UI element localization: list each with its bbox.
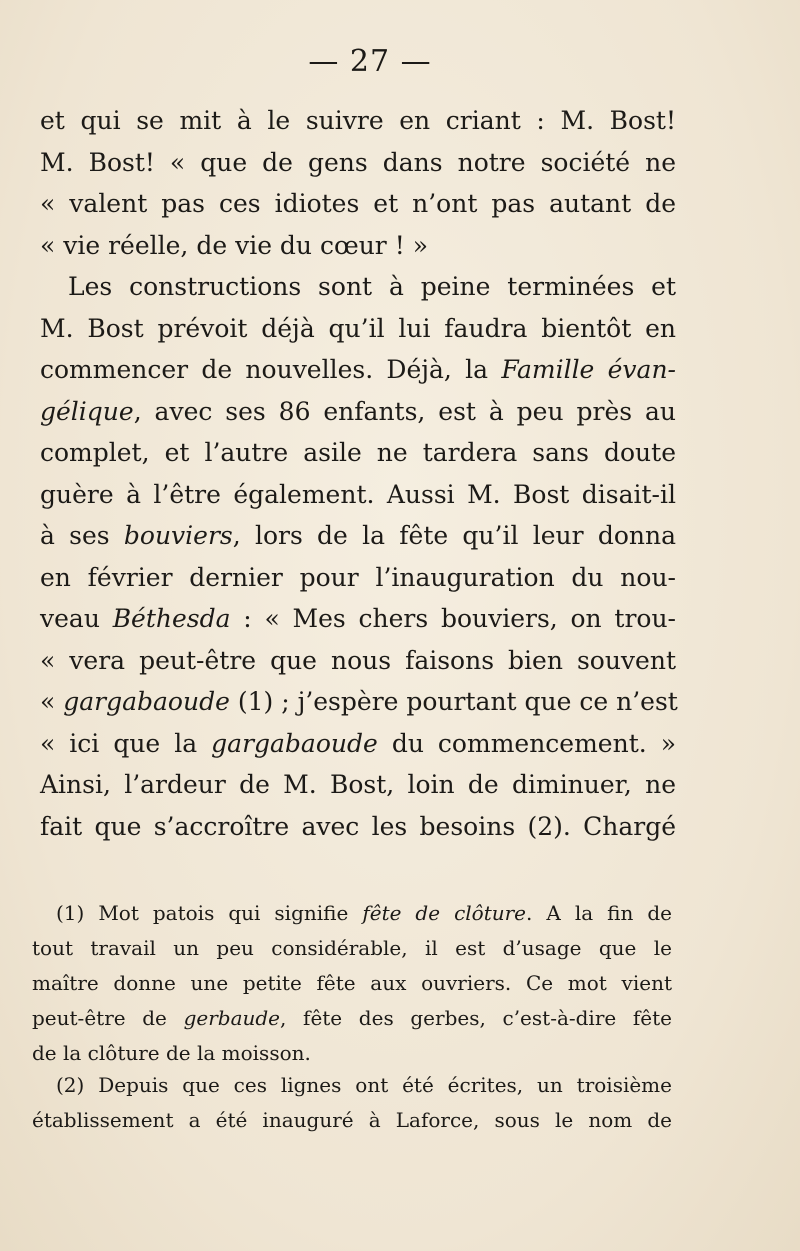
text-run: (2) Depuis que ces lignes ont été écrites, un troisième [56, 1073, 672, 1097]
footnote-line [32, 1068, 672, 1103]
text-line [40, 764, 676, 806]
text-line [40, 640, 676, 682]
text-run: commencer de nouvelles. Déjà, la [40, 355, 502, 384]
footnote-line [32, 1036, 672, 1071]
text-line [40, 598, 676, 640]
text-run: du commencement. » [377, 728, 676, 758]
footnote-line [32, 966, 672, 1001]
italic-text: Famille évan- [501, 355, 676, 384]
text-line [40, 432, 676, 474]
footnote-line [32, 931, 672, 966]
page-number: — 27 — [308, 44, 432, 79]
text-run: fait que s’accroître avec les besoins (2). Chargé [40, 811, 676, 841]
text-run: tout travail un peu considérable, il est d’usage que le [32, 936, 672, 960]
text-run: Ainsi, l’ardeur de M. Bost, loin de diminuer, ne [40, 770, 676, 799]
text-line [40, 515, 676, 557]
italic-text: gargabaoude [63, 687, 230, 716]
text-run: , fête des gerbes, c’est-à-dire fête [280, 1006, 673, 1030]
text-run: peut-être de [32, 1006, 184, 1030]
italic-text: gélique [40, 396, 134, 426]
text-run: en février dernier pour l’inauguration du nou- [40, 562, 676, 592]
main-text [40, 100, 676, 847]
text-run: « [40, 687, 64, 716]
text-run: veau [40, 604, 113, 633]
text-line [40, 681, 676, 723]
italic-text: Béthesda [112, 604, 231, 633]
text-line [40, 391, 676, 433]
text-run: M. Bost! « que de gens dans notre société ne [40, 147, 676, 177]
text-line [40, 100, 676, 142]
text-line [40, 349, 676, 391]
text-run: M. Bost prévoit déjà qu’il lui faudra bientôt en [40, 313, 676, 343]
text-run: « ici que la [40, 728, 212, 758]
text-line [40, 474, 676, 516]
text-line [40, 723, 676, 765]
italic-text: gerbaude [183, 1006, 281, 1030]
italic-text: gargabaoude [211, 728, 378, 758]
italic-text: bouviers [123, 521, 233, 550]
text-run: complet, et l’autre asile ne tardera sans doute [40, 438, 676, 467]
footnote-1 [32, 896, 672, 1071]
footnote-line [32, 1001, 672, 1036]
text-run: établissement a été inauguré à Laforce, sous le nom de [32, 1108, 672, 1132]
text-line [40, 142, 676, 184]
text-run: (1) Mot patois qui signifie [56, 901, 363, 925]
text-run: maître donne une petite fête aux ouvriers. Ce mot vient [32, 971, 672, 995]
text-run: , lors de la fête qu’il leur donna [232, 521, 676, 550]
text-line [40, 557, 676, 599]
text-run: « vera peut-être que nous faisons bien souvent [40, 645, 676, 675]
text-run: et qui se mit à le suivre en criant : M. Bost! [40, 106, 676, 135]
text-run: « vie réelle, de vie du cœur ! » [40, 230, 428, 260]
text-run: guère à l’être également. Aussi M. Bost disait-il [40, 479, 676, 509]
text-line [40, 308, 676, 350]
text-line [40, 266, 676, 308]
text-line [40, 225, 676, 267]
footnote-line [32, 896, 672, 931]
text-line [40, 806, 676, 848]
text-run: à ses [40, 521, 124, 550]
footnote-line [32, 1103, 672, 1138]
text-run: (1) ; j’espère pourtant que ce n’est [229, 687, 678, 716]
text-run: de la clôture de la moisson. [32, 1041, 311, 1065]
footnote-2 [32, 1068, 672, 1138]
text-line [40, 183, 676, 225]
text-run: « valent pas ces idiotes et n’ont pas autant de [40, 189, 676, 218]
text-run: . A la fin de [526, 901, 672, 925]
text-run: , avec ses 86 enfants, est à peu près au [133, 396, 676, 426]
italic-text: fête de clôture [362, 901, 527, 925]
text-run: Les constructions sont à peine terminées et [68, 272, 676, 301]
text-run: : « Mes chers bouviers, on trou- [230, 604, 676, 633]
